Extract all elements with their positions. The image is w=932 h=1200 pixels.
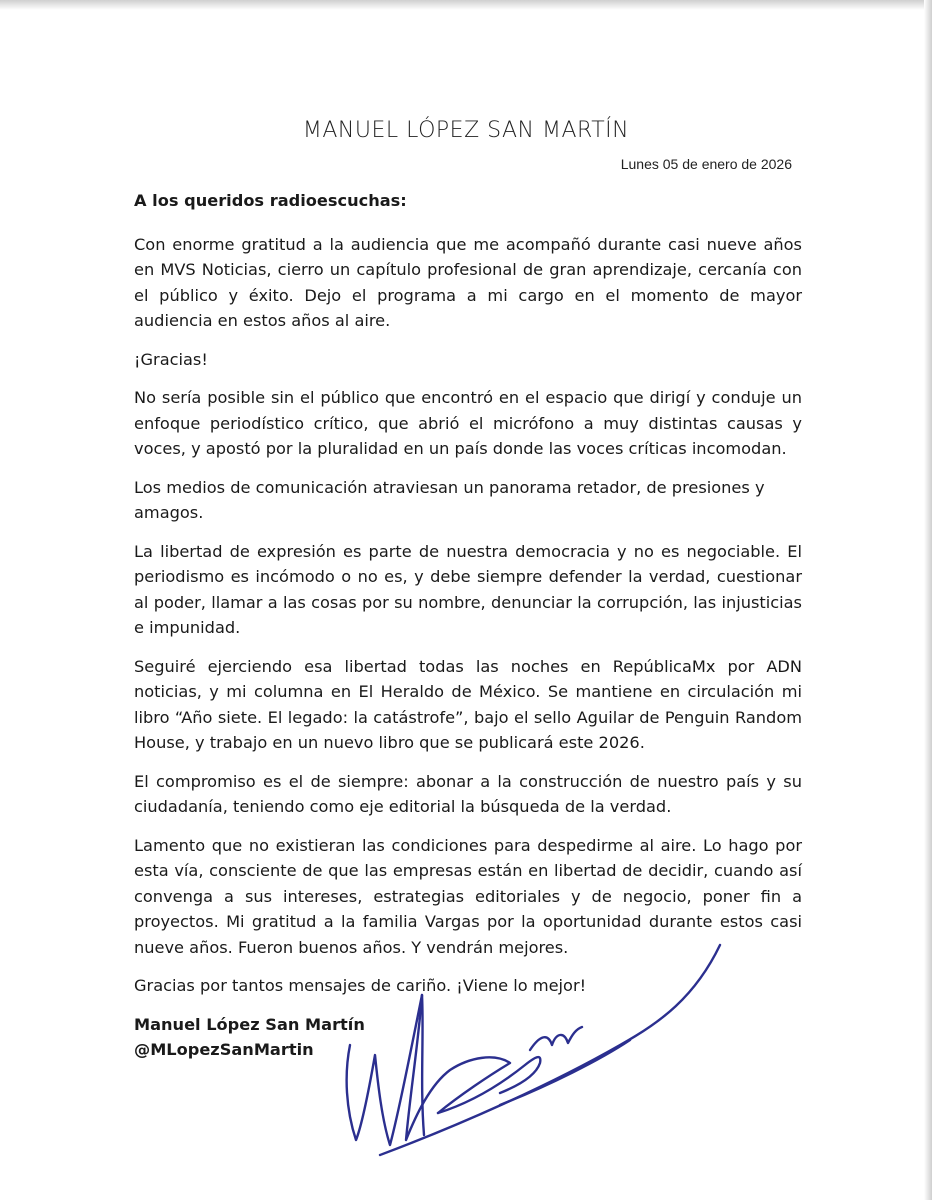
- signer-handle: @MLopezSanMartin: [134, 1039, 314, 1059]
- paragraph-commitment: El compromiso es el de siempre: abonar a la construcción de nuestro país y su ciudadanía, teniendo como eje editorial la búsqueda de la verdad.: [134, 771, 802, 816]
- paragraph-closing: Gracias por tantos mensajes de cariño. ¡Viene lo mejor!: [134, 976, 587, 995]
- paragraph-regret: Lamento que no existieran las condiciones para despedirme al aire. Lo hago por esta vía, consciente de que las empresas están en libertad de decidir, cuando así convenga a sus intereses, estrategias editoriales y de negocio, poner fin a proyectos. Mi gratitud a la familia Vargas por la oportunidad durante estos casi nueve años. Fueron buenos años. Y vendrán mejores.: [134, 835, 802, 957]
- letter-date: Lunes 05 de enero de 2026: [620, 156, 792, 172]
- paragraph-public: No sería posible sin el público que encontró en el espacio que dirigí y conduje un enfoque periodístico crítico, que abrió el micrófono a muy distintas causas y voces, y apostó por la pluralidad en un país donde las voces críticas incomodan.: [134, 388, 802, 458]
- paragraph-thanks: ¡Gracias!: [134, 349, 208, 369]
- letterhead-title: MANUEL LÓPEZ SAN MARTÍN: [302, 118, 630, 143]
- letter-body: [134, 188, 802, 1062]
- paragraph-continue: Seguiré ejerciendo esa libertad todas las noches en RepúblicaMx por ADN noticias, y mi columna en El Heraldo de México. Se mantiene en circulación mi libro “Año siete. El legado: la catástrofe”, bajo el sello Aguilar de Penguin Random House, y trabajo en un nuevo libro que se publicará este 2026.: [134, 656, 802, 752]
- paragraph-freedom: La libertad de expresión es parte de nuestra democracia y no es negociable. El periodismo es incómodo o no es, y debe siempre defender la verdad, cuestionar al poder, llamar a las cosas por su nombre, denunciar la corrupción, las injusticias e impunidad.: [134, 541, 802, 637]
- salutation: A los queridos radioescuchas:: [134, 191, 407, 210]
- handwritten-signature: [320, 935, 740, 1165]
- paragraph-media: Los medios de comunicación atraviesan un panorama retador, de presiones y amagos.: [134, 477, 765, 522]
- paragraph-gratitude: Con enorme gratitud a la audiencia que me acompañó durante casi nueve años en MVS Noticias, cierro un capítulo profesional de gran aprendizaje, cercanía con el público y éxito. Dejo el programa a mi cargo en el momento de mayor audiencia en estos años al aire.: [134, 234, 802, 330]
- signer-name: Manuel López San Martín: [134, 1014, 365, 1034]
